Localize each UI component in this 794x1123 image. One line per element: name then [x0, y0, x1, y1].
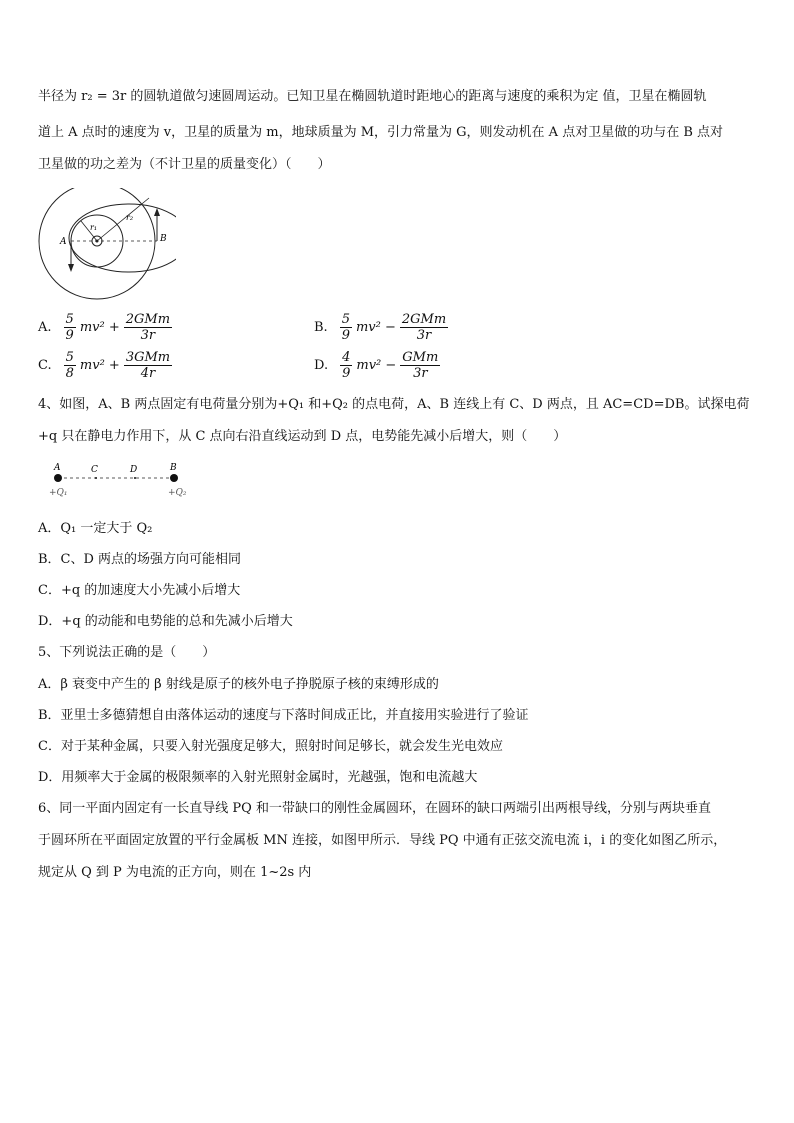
orbit-diagram: [36, 188, 176, 306]
point-a-label: A: [54, 463, 61, 473]
q5-option-b: B．亚里士多德猜想自由落体运动的速度与下落时间成正比，并直接用实验进行了验证: [38, 708, 529, 723]
point-b-label: B: [160, 234, 167, 244]
q2-label: +Q₂: [168, 488, 187, 498]
q3-line-3: 卫星做的功之差为（不计卫星的质量变化）（ ）: [38, 157, 331, 172]
charges-diagram: [44, 458, 204, 502]
q6-line-3: 规定从 Q 到 P 为电流的正方向，则在 1~2s 内: [38, 865, 312, 880]
q5-option-c: C．对于某种金属，只要入射光强度足够大，照射时间足够长，就会发生光电效应: [38, 739, 503, 754]
q4-option-c: C．+q 的加速度大小先减小后增大: [38, 583, 241, 598]
q3-line-1: 半径为 r₂ = 3r 的圆轨道做匀速圆周运动。已知卫星在椭圆轨道时距地心的距离与速度的乘积为定 值，卫星在椭圆轨: [38, 89, 707, 104]
q5-option-a: A．β 衰变中产生的 β 射线是原子的核外电子挣脱原子核的束缚形成的: [38, 677, 439, 692]
q4-line-1: 4、如图，A、B 两点固定有电荷量分别为+Q₁ 和+Q₂ 的点电荷，A、B 连线上有 C、D 两点，且 AC=CD=DB。试探电荷: [38, 397, 750, 412]
r1-label: r₁: [90, 223, 98, 232]
charge-a: [54, 474, 62, 482]
q1-label: +Q₁: [49, 488, 68, 498]
option-label: C.: [38, 357, 52, 373]
option-label: B.: [314, 319, 328, 335]
point-a-label: A: [60, 237, 67, 247]
r2-label: r₂: [126, 213, 134, 222]
q3-line-2: 道上 A 点时的速度为 v，卫星的质量为 m，地球质量为 M，引力常量为 G，则发动机在 A 点对卫星做的功与在 B 点对: [38, 125, 724, 140]
q4-option-b: B．C、D 两点的场强方向可能相同: [38, 552, 242, 567]
q5-stem: 5、下列说法正确的是（ ）: [38, 645, 216, 660]
q6-line-1: 6、同一平面内固定有一长直导线 PQ 和一带缺口的刚性金属圆环，在圆环的缺口两端引出两根导线，分别与两块垂直: [38, 801, 711, 816]
q3-option-b: B. $\frac{5}{9}$ mv² − $\frac{\text{2GMm}}{3r}$: [314, 312, 447, 343]
point-d-label: D: [130, 465, 138, 475]
point-c-label: C: [91, 465, 98, 475]
q3-option-a: A. $\frac{5}{9}$ mv² + $\frac{\text{2GMm}}{3r}$: [38, 312, 171, 343]
point-b-label: B: [170, 463, 177, 473]
option-label: A.: [38, 319, 52, 335]
option-label: D.: [314, 357, 329, 373]
q6-line-2: 于圆环所在平面固定放置的平行金属板 MN 连接，如图甲所示．导线 PQ 中通有正弦交流电流 i，i 的变化如图乙所示，: [38, 833, 727, 848]
q4-option-a: A．Q₁ 一定大于 Q₂: [38, 521, 153, 536]
charge-b: [170, 474, 178, 482]
q4-option-d: D．+q 的动能和电势能的总和先减小后增大: [38, 614, 293, 629]
q4-line-2: +q 只在静电力作用下，从 C 点向右沿直线运动到 D 点，电势能先减小后增大，则（ ）: [38, 429, 567, 444]
q5-option-d: D．用频率大于金属的极限频率的入射光照射金属时，光越强，饱和电流越大: [38, 770, 478, 785]
q3-option-d: D. $\frac{4}{9}$ mv² − $\frac{\text{GMm}}{3r}$: [314, 350, 439, 381]
q3-option-c: C. $\frac{5}{8}$ mv² + $\frac{\text{3GMm}}{4r}$: [38, 350, 171, 381]
